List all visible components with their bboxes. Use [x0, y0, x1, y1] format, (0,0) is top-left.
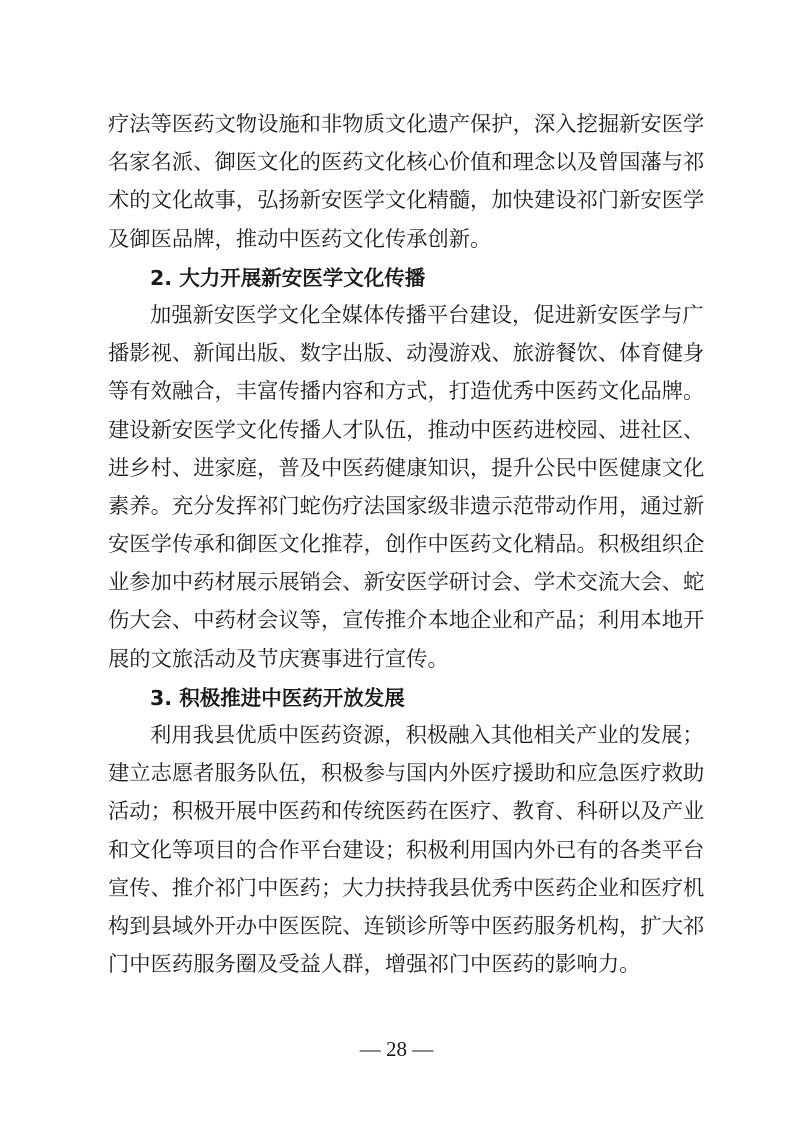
body-line: 业参加中药材展示展销会、新安医学研讨会、学术交流大会、蛇 — [108, 570, 705, 596]
body-line: 建设新安医学文化传播人才队伍，推动中医药进校园、进社区、 — [108, 417, 705, 443]
body-line: 建立志愿者服务队伍，积极参与国内外医疗援助和应急医疗救助 — [108, 761, 705, 787]
body-line: 宣传、推介祁门中医药；大力扶持我县优秀中医药企业和医疗机 — [108, 875, 705, 901]
body-line: 展的文旅活动及节庆赛事进行宣传。 — [108, 646, 449, 672]
body-line: 术的文化故事，弘扬新安医学文化精髓，加快建设祁门新安医学 — [108, 188, 705, 214]
body-line: 构到县域外开办中医医院、连锁诊所等中医药服务机构，扩大祁 — [108, 913, 705, 939]
document-body — [108, 106, 705, 984]
body-line: 门中医药服务圈及受益人群，增强祁门中医药的影响力。 — [108, 952, 641, 978]
body-line: 素养。充分发挥祁门蛇伤疗法国家级非遗示范带动作用，通过新 — [108, 493, 705, 519]
body-line: 加强新安医学文化全媒体传播平台建设，促进新安医学与广 — [150, 302, 704, 328]
body-line: 安医学传承和御医文化推荐，创作中医药文化精品。积极组织企 — [108, 532, 705, 558]
section-heading-2: 2. 大力开展新安医学文化传播 — [150, 265, 426, 290]
body-line: 利用我县优质中医药资源，积极融入其他相关产业的发展； — [150, 723, 704, 748]
page-number: — 28 — — [359, 1037, 434, 1061]
section-heading-3: 3. 积极推进中医药开放发展 — [150, 685, 405, 710]
body-line: 进乡村、进家庭，普及中医药健康知识，提升公民中医健康文化 — [108, 455, 705, 481]
body-line: 疗法等医药文物设施和非物质文化遗产保护，深入挖掘新安医学 — [108, 112, 705, 137]
body-line: 播影视、新闻出版、数字出版、动漫游戏、旅游餐饮、体育健身 — [108, 341, 705, 367]
body-line: 活动；积极开展中医药和传统医药在医疗、教育、科研以及产业 — [108, 799, 705, 825]
body-line: 等有效融合，丰富传播内容和方式，打造优秀中医药文化品牌。 — [108, 379, 705, 405]
body-line: 及御医品牌，推动中医药文化传承创新。 — [108, 226, 492, 252]
body-line: 伤大会、中药材会议等，宣传推介本地企业和产品；利用本地开 — [108, 608, 705, 634]
body-line: 名家名派、御医文化的医药文化核心价值和理念以及曾国藩与祁 — [108, 150, 705, 176]
body-line: 和文化等项目的合作平台建设；积极利用国内外已有的各类平台 — [108, 837, 705, 863]
